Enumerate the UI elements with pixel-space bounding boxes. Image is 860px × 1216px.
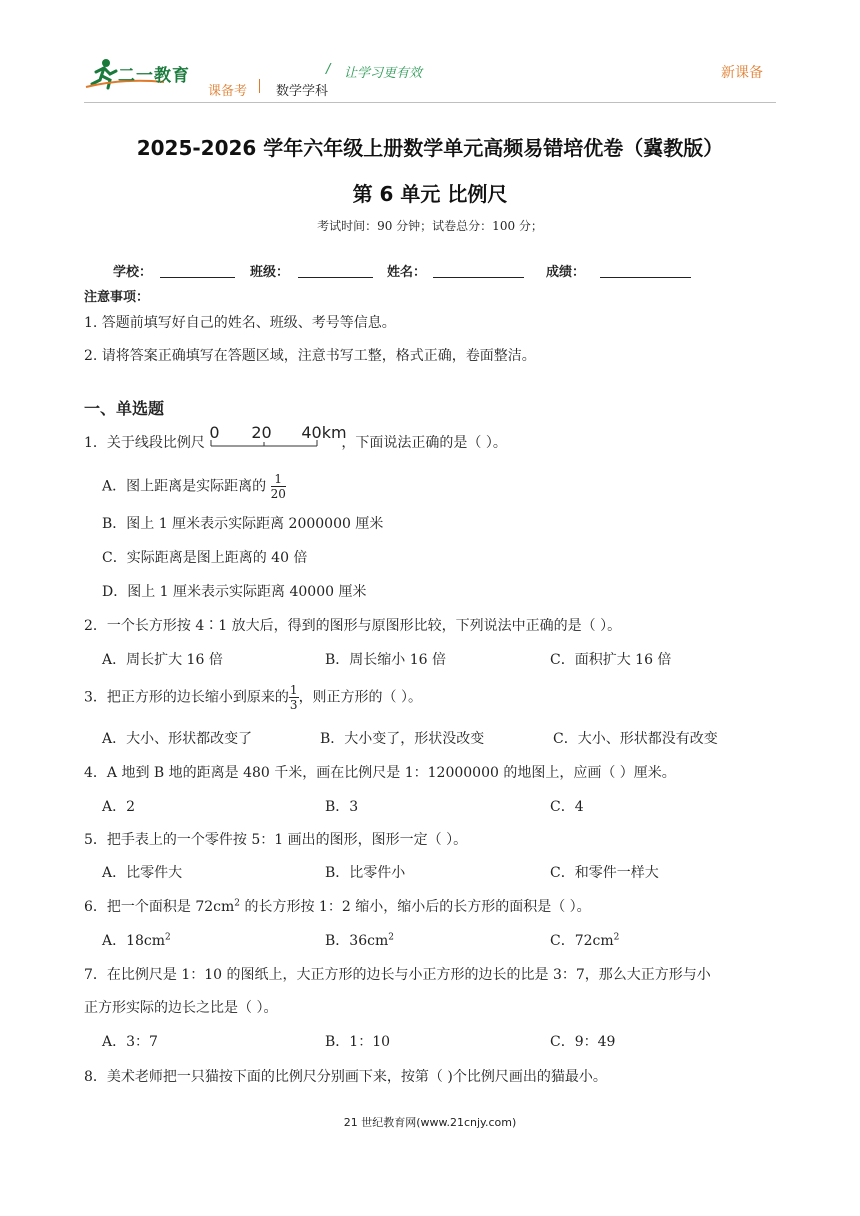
brand-label: 课备考 — [208, 84, 248, 99]
fraction — [289, 683, 299, 712]
notice-item: 1. 答题前填写好自己的姓名、班级、考号等信息。 — [84, 315, 396, 331]
unit-title: 第 6 单元 比例尺 — [352, 182, 508, 206]
question-3-option-a[interactable]: A．大小、形状都改变了 — [102, 731, 253, 747]
question-5-option-a[interactable]: A．比零件大 — [102, 865, 183, 881]
name-blank[interactable] — [433, 277, 524, 278]
option-text: C．72cm — [550, 933, 614, 949]
question-3-text — [84, 683, 422, 712]
fraction-numerator: 1 — [289, 683, 298, 697]
header-divider — [84, 102, 776, 103]
fraction — [271, 472, 286, 501]
question-4-text: 4．A 地到 B 地的距离是 480 千米，画在比例尺是 1：12000000 的地图上，应画（ ）厘米。 — [84, 765, 676, 781]
option-text: A．18cm — [102, 933, 166, 949]
school-blank[interactable] — [160, 277, 235, 278]
new-course-badge: 新课备 — [721, 65, 763, 81]
question-8-text: 8．美术老师把一只猫按下面的比例尺分别画下来，按第（ )个比例尺画出的猫最小。 — [84, 1069, 607, 1085]
question-3-option-b[interactable]: B．大小变了，形状没改变 — [320, 731, 485, 747]
school-label: 学校： — [113, 265, 153, 280]
fraction-denominator: 3 — [289, 698, 298, 712]
slogan: 让学习更有效 — [344, 66, 423, 81]
option-text: B．36cm — [325, 933, 389, 949]
question-7-text-line1: 7．在比例尺是 1：10 的图纸上，大正方形的边长与小正方形的边长的比是 3：7，那么大正方形与小 — [84, 967, 711, 983]
superscript: 2 — [234, 898, 241, 909]
question-6-text — [84, 896, 591, 916]
question-1-option-c[interactable]: C．实际距离是图上距离的 40 倍 — [102, 550, 308, 566]
question-1-option-a[interactable] — [102, 472, 286, 501]
question-1-prefix: 1．关于线段比例尺 — [84, 435, 205, 451]
question-5-text: 5．把手表上的一个零件按 5：1 画出的图形，图形一定（ ）。 — [84, 832, 468, 848]
question-7-text-line2: 正方形实际的边长之比是（ ）。 — [84, 1000, 278, 1016]
question-2-option-b[interactable]: B．周长缩小 16 倍 — [325, 652, 447, 668]
question-6-option-a[interactable] — [102, 930, 171, 950]
question-1-option-b[interactable]: B．图上 1 厘米表示实际距离 2000000 厘米 — [102, 516, 384, 532]
notice-item: 2. 请将答案正确填写在答题区域，注意书写工整，格式正确，卷面整洁。 — [84, 348, 536, 364]
question-2-option-c[interactable]: C．面积扩大 16 倍 — [550, 652, 672, 668]
question-7-option-a[interactable]: A．3：7 — [102, 1034, 158, 1050]
scale-tick-label: 40km — [301, 423, 347, 442]
question-3-prefix: 3．把正方形的边长缩小到原来的 — [84, 689, 289, 706]
slogan-divider: / — [326, 62, 331, 77]
name-label: 姓名： — [387, 265, 427, 280]
notice-title: 注意事项： — [84, 290, 150, 305]
question-5-option-b[interactable]: B．比零件小 — [325, 865, 406, 881]
question-4-option-b[interactable]: B．3 — [325, 799, 359, 815]
question-2-option-a[interactable]: A．周长扩大 16 倍 — [102, 652, 223, 668]
question-3-option-c[interactable]: C．大小、形状都没有改变 — [553, 731, 718, 747]
question-5-option-c[interactable]: C．和零件一样大 — [550, 865, 659, 881]
superscript: 2 — [165, 932, 171, 943]
subject-label: 数学学科 — [276, 84, 329, 99]
question-3-suffix: ，则正方形的（ ）。 — [298, 689, 423, 706]
score-label: 成绩： — [546, 265, 586, 280]
score-blank[interactable] — [600, 277, 691, 278]
fraction-numerator: 1 — [271, 472, 286, 487]
brand-divider — [259, 79, 260, 93]
superscript: 2 — [613, 932, 620, 943]
question-6-option-c[interactable] — [550, 930, 619, 950]
scale-tick-label: 20 — [251, 423, 272, 442]
logo-text: 二一教育 — [118, 66, 190, 86]
fraction-denominator: 20 — [270, 487, 286, 501]
question-6-prefix: 6．把一个面积是 72cm — [84, 899, 235, 915]
exam-info: 考试时间：90 分钟；试卷总分：100 分； — [317, 219, 543, 233]
option-a-text: A．图上距离是实际距离的 — [102, 478, 271, 495]
class-blank[interactable] — [298, 277, 373, 278]
page-footer: 21 世纪教育网(www.21cnjy.com) — [343, 1116, 517, 1129]
scale-tick-label: 0 — [209, 423, 220, 442]
question-6-suffix: 的长方形按 1：2 缩小，缩小后的长方形的面积是（ ）。 — [240, 899, 591, 915]
question-7-option-c[interactable]: C．9：49 — [550, 1034, 616, 1050]
question-1-option-d[interactable]: D．图上 1 厘米表示实际距离 40000 厘米 — [102, 584, 367, 600]
section-title: 一、单选题 — [84, 399, 165, 418]
question-6-option-b[interactable] — [325, 930, 394, 950]
question-1-text — [84, 423, 507, 452]
question-4-option-c[interactable]: C．4 — [550, 799, 584, 815]
question-4-option-a[interactable]: A．2 — [102, 799, 136, 815]
question-1-suffix: ，下面说法正确的是（ ）。 — [341, 435, 507, 451]
page-title: 2025-2026 学年六年级上册数学单元高频易错培优卷（冀教版） — [136, 136, 724, 160]
question-2-text: 2．一个长方形按 4∶1 放大后，得到的图形与原图形比较，下列说法中正确的是（ ）。 — [84, 618, 622, 634]
line-scale — [209, 423, 347, 451]
class-label: 班级： — [250, 265, 290, 280]
superscript: 2 — [388, 932, 394, 943]
question-7-option-b[interactable]: B．1：10 — [325, 1034, 391, 1050]
